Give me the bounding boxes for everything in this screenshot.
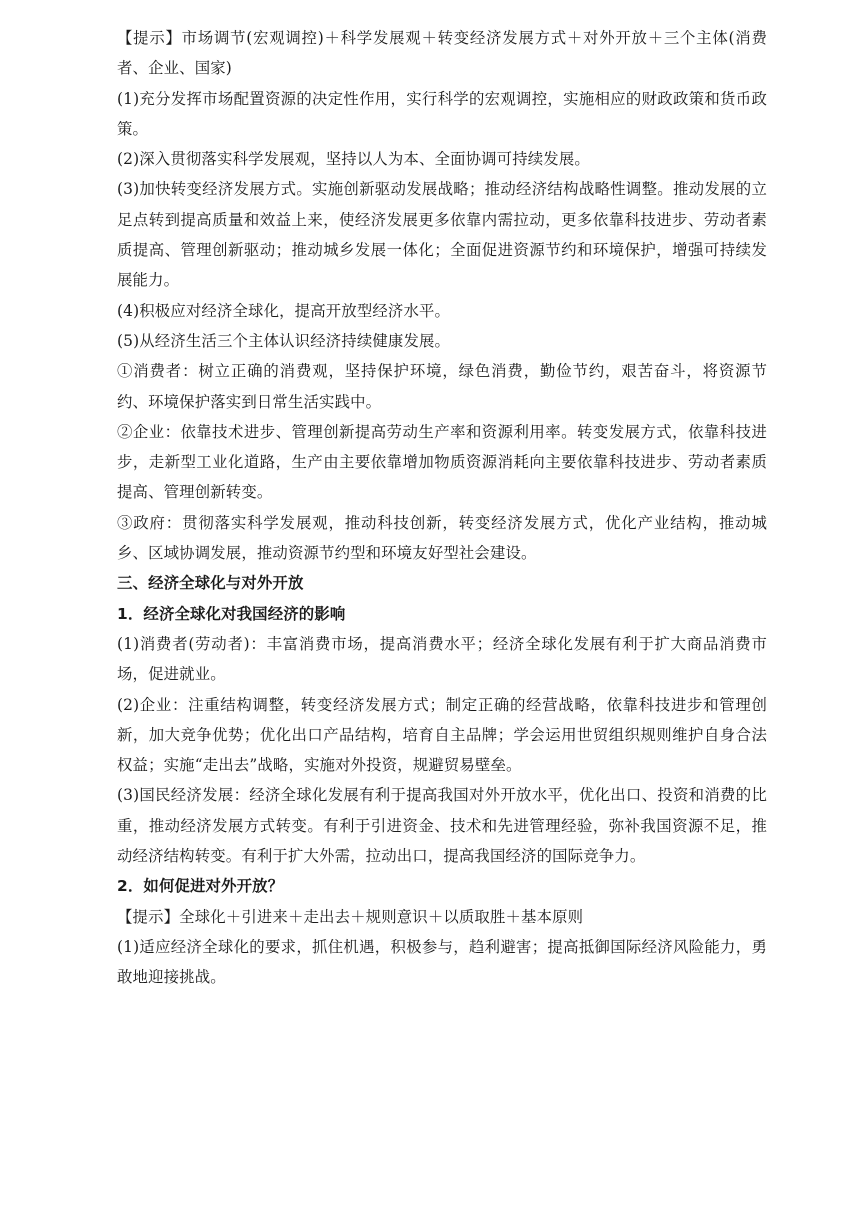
subsection-heading: 1．经济全球化对我国经济的影响	[117, 604, 346, 623]
subpoint-paragraph: ③政府：贯彻落实科学发展观，推动科技创新，转变经济发展方式，优化产业结构，推动城乡、区域协调发展，推动资源节约型和环境友好型社会建设。	[117, 513, 767, 563]
point-paragraph: (2)企业：注重结构调整，转变经济发展方式；制定正确的经营战略，依靠科技进步和管理创新，加大竞争优势；优化出口产品结构，培育自主品牌；学会运用世贸组织规则维护自身合法权益；实施“走出去”战略，实施对外投资，规避贸易壁垒。	[117, 695, 767, 775]
subsection-heading: 2．如何促进对外开放？	[117, 877, 284, 896]
point-paragraph: (3)国民经济发展：经济全球化发展有利于提高我国对外开放水平，优化出口、投资和消费的比重，推动经济发展方式转变。有利于引进资金、技术和先进管理经验，弥补我国资源不足，推动经济结构转变。有利于扩大外需，拉动出口，提高我国经济的国际竞争力。	[117, 786, 767, 866]
section-heading: 三、经济全球化与对外开放	[117, 574, 304, 593]
point-paragraph: (4)积极应对经济全球化，提高开放型经济水平。	[117, 301, 451, 320]
subpoint-paragraph: ①消费者：树立正确的消费观，坚持保护环境，绿色消费，勤俭节约，艰苦奋斗，将资源节约、环境保护落实到日常生活实践中。	[117, 362, 767, 411]
point-paragraph: (3)加快转变经济发展方式。实施创新驱动发展战略；推动经济结构战略性调整。推动发展的立足点转到提高质量和效益上来，使经济发展更多依靠内需拉动，更多依靠科技进步、劳动者素质提高、管理创新驱动；推动城乡发展一体化；全面促进资源节约和环境保护，增强可持续发展能力。	[117, 180, 767, 290]
point-paragraph: (1)消费者(劳动者)：丰富消费市场，提高消费水平；经济全球化发展有利于扩大商品消费市场，促进就业。	[117, 634, 767, 684]
point-paragraph: (1)充分发挥市场配置资源的决定性作用，实行科学的宏观调控，实施相应的财政政策和货币政策。	[117, 89, 767, 138]
hint-paragraph: 【提示】市场调节(宏观调控)＋科学发展观＋转变经济发展方式＋对外开放＋三个主体(消费者、企业、国家)	[117, 29, 767, 78]
point-paragraph: (1)适应经济全球化的要求，抓住机遇，积极参与，趋利避害；提高抵御国际经济风险能力，勇敢地迎接挑战。	[117, 937, 767, 987]
point-paragraph: (5)从经济生活三个主体认识经济持续健康发展。	[117, 331, 451, 350]
hint-paragraph: 【提示】全球化＋引进来＋走出去＋规则意识＋以质取胜＋基本原则	[117, 907, 584, 926]
point-paragraph: (2)深入贯彻落实科学发展观，坚持以人为本、全面协调可持续发展。	[117, 150, 590, 169]
document-body	[117, 23, 767, 993]
subpoint-paragraph: ②企业：依靠技术进步、管理创新提高劳动生产率和资源利用率。转变发展方式，依靠科技进步，走新型工业化道路，生产由主要依靠增加物质资源消耗向主要依靠科技进步、劳动者素质提高、管理创新转变。	[117, 422, 767, 502]
